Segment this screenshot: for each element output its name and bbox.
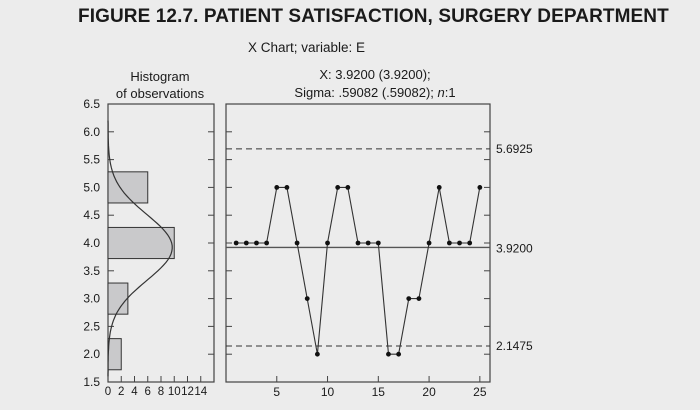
figure-title: FIGURE 12.7. PATIENT SATISFACTION, SURGERY DEPARTMENT	[78, 6, 669, 27]
hist-x-tick-label: 10	[167, 386, 181, 398]
histogram-title-line2: of observations	[115, 86, 205, 101]
hist-x-tick-label: 4	[131, 386, 138, 398]
y-tick-label: 1.5	[83, 375, 100, 389]
center-line-label: 3.9200	[496, 241, 533, 256]
hist-x-tick-label: 0	[104, 386, 112, 398]
x-chart-point	[396, 352, 401, 357]
chart-subtitle: X Chart; variable: E	[248, 40, 366, 55]
x-chart-x-tick-label: 10	[320, 385, 335, 399]
x-chart-x-tick-label: 20	[422, 385, 436, 399]
x-chart-point	[366, 241, 371, 246]
x-chart-point	[335, 185, 340, 190]
y-tick-label: 5.0	[83, 180, 100, 195]
x-chart-point	[356, 241, 361, 246]
y-tick-label: 6.0	[83, 124, 100, 139]
hist-x-tick-label: 6	[144, 386, 151, 398]
x-chart-point	[417, 296, 422, 301]
histogram-panel	[83, 97, 214, 398]
stats-mean: X: 3.9200 (3.9200);	[319, 67, 431, 82]
histogram-title-line1: Histogram	[130, 69, 190, 84]
x-chart-point	[477, 185, 482, 190]
x-chart-point	[457, 241, 462, 246]
x-chart-panel	[226, 104, 533, 399]
y-tick-label: 3.5	[83, 263, 100, 278]
stats-n-symbol: n	[437, 85, 445, 100]
x-chart-x-tick-label: 5	[273, 385, 281, 399]
stats-sigma-text: Sigma: .59082 (.59082);	[294, 85, 438, 100]
lcl-label: 2.1475	[496, 338, 533, 353]
x-chart-x-tick-label: 25	[473, 385, 487, 399]
x-chart-point	[345, 185, 350, 190]
hist-x-tick-label: 8	[157, 386, 165, 398]
histogram-bar	[108, 283, 128, 314]
y-tick-label: 5.5	[83, 152, 100, 167]
x-chart-point	[305, 296, 310, 301]
ucl-label: 5.6925	[496, 141, 533, 156]
hist-x-tick-label: 12	[181, 386, 194, 398]
histogram-bar	[108, 339, 121, 370]
x-chart-point	[264, 241, 269, 246]
x-chart-series-line	[236, 187, 480, 354]
hist-x-tick-label: 2	[118, 386, 125, 398]
hist-x-tick-label: 14	[194, 386, 208, 398]
x-chart-point	[325, 241, 330, 246]
x-chart-point	[295, 241, 300, 246]
x-chart-point	[274, 185, 279, 190]
x-chart-x-tick-label: 15	[371, 385, 385, 399]
x-chart-point	[406, 296, 411, 301]
x-chart-point	[467, 241, 472, 246]
y-tick-label: 2.0	[83, 347, 100, 362]
x-chart-point	[376, 241, 381, 246]
x-chart-point	[234, 241, 239, 246]
y-tick-label: 3.0	[83, 291, 100, 306]
y-tick-label: 4.0	[83, 236, 100, 250]
x-chart-point	[386, 352, 391, 357]
y-tick-label: 2.5	[83, 319, 100, 334]
x-chart-point	[285, 185, 290, 190]
x-chart-point	[244, 241, 249, 246]
x-chart-point	[437, 185, 442, 190]
histogram-bar	[108, 227, 174, 258]
stats-n-value: :1	[444, 85, 456, 100]
x-chart-point	[427, 241, 432, 246]
x-chart-point	[447, 241, 452, 246]
x-chart-point	[254, 241, 259, 246]
x-chart-point	[315, 352, 320, 357]
y-tick-label: 4.5	[83, 208, 100, 223]
y-tick-label: 6.5	[83, 97, 100, 111]
